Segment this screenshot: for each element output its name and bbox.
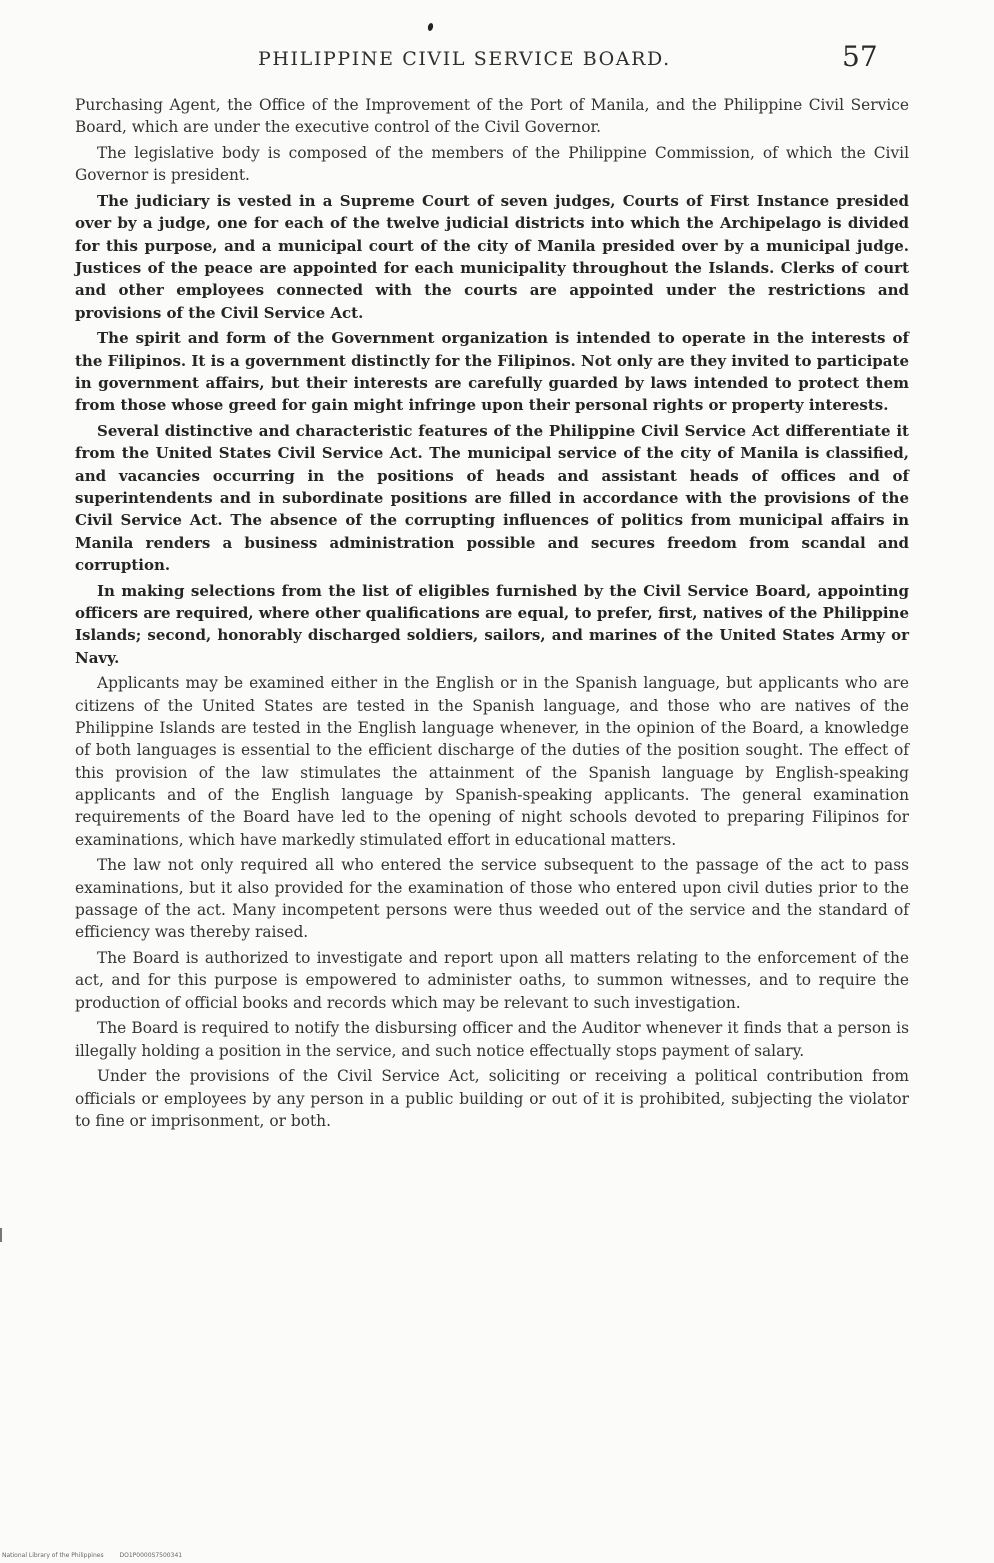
paragraph-8: The law not only required all who entered the service subsequent to the passage of the act to pass examinations, but it also provided for the examination of those who entered upon civil duties prior to the passage of the act. Many incompetent persons were thus weeded out of the service and the standard of efficiency was thereby raised.	[75, 856, 909, 942]
paragraph-7: Applicants may be examined either in the English or in the Spanish language, but applicants who are citizens of the United States are tested in the Spanish language, and those who are natives of the Philippine Islands are tested in the English language whenever, in the opinion of the Board, a knowledge of both languages is essential to the efficient discharge of the duties of the position sought. The effect of this provision of the law stimulates the attainment of the Spanish language by English-speaking applicants and of the English language by Spanish-speaking applicants. The general examination requirements of the Board have led to the opening of night schools devoted to preparing Filipinos for examinations, which have markedly stimulated effort in educational matters.	[75, 674, 909, 849]
paragraph-1: Purchasing Agent, the Office of the Improvement of the Port of Manila, and the Philippine Civil Service Board, which are under the executive control of the Civil Governor.	[75, 96, 909, 137]
scan-footer	[2, 1552, 196, 1559]
body-text	[75, 94, 909, 1136]
footer-code: DO1P0000S7500341	[119, 1552, 183, 1559]
scan-edge-mark	[0, 1228, 2, 1242]
footer-library: National Library of the Philippines	[2, 1552, 104, 1559]
running-head: PHILIPPINE CIVIL SERVICE BOARD.	[258, 48, 671, 70]
paragraph-9: The Board is authorized to investigate and report upon all matters relating to the enforcement of the act, and for this purpose is empowered to administer oaths, to summon witnesses, and to require the production of official books and records which may be relevant to such investigation.	[75, 948, 909, 1012]
page-number: 57	[842, 40, 878, 73]
paragraph-11: Under the provisions of the Civil Service Act, soliciting or receiving a political contribution from officials or employees by any person in a public building or out of it is prohibited, subjecting the violator to fine or imprisonment, or both.	[75, 1067, 909, 1131]
paragraph-5: Several distinctive and characteristic features of the Philippine Civil Service Act differentiate it from the United States Civil Service Act. The municipal service of the city of Manila is classified, and vacancies occurring in the positions of heads and assistant heads of offices and of superintendents and in subordinate positions are filled in accordance with the provisions of the Civil Service Act. The absence of the corrupting influences of politics from municipal affairs in Manila renders a business administration possible and secures freedom from scandal and corruption.	[75, 422, 909, 574]
paragraph-4: The spirit and form of the Government organization is intended to operate in the interests of the Filipinos. It is a government distinctly for the Filipinos. Not only are they invited to participate in government affairs, but their interests are carefully guarded by laws intended to protect them from those whose greed for gain might infringe upon their personal rights or property interests.	[75, 329, 909, 415]
paragraph-2: The legislative body is composed of the members of the Philippine Commission, of which the Civil Governor is president.	[75, 144, 909, 185]
paragraph-3: The judiciary is vested in a Supreme Court of seven judges, Courts of First Instance presided over by a judge, one for each of the twelve judicial districts into which the Archipelago is divided for this purpose, and a municipal court of the city of Manila presided over by a municipal judge. Justices of the peace are appointed for each municipality throughout the Islands. Clerks of court and other employees connected with the courts are appointed under the restrictions and provisions of the Civil Service Act.	[75, 192, 909, 322]
ink-dot	[427, 22, 434, 31]
paragraph-10: The Board is required to notify the disbursing officer and the Auditor whenever it finds that a person is illegally holding a position in the service, and such notice effectually stops payment of salary.	[75, 1019, 909, 1060]
paragraph-6: In making selections from the list of eligibles furnished by the Civil Service Board, appointing officers are required, where other qualifications are equal, to prefer, first, natives of the Philippine Islands; second, honorably discharged soldiers, sailors, and marines of the United States Army or Navy.	[75, 581, 909, 667]
